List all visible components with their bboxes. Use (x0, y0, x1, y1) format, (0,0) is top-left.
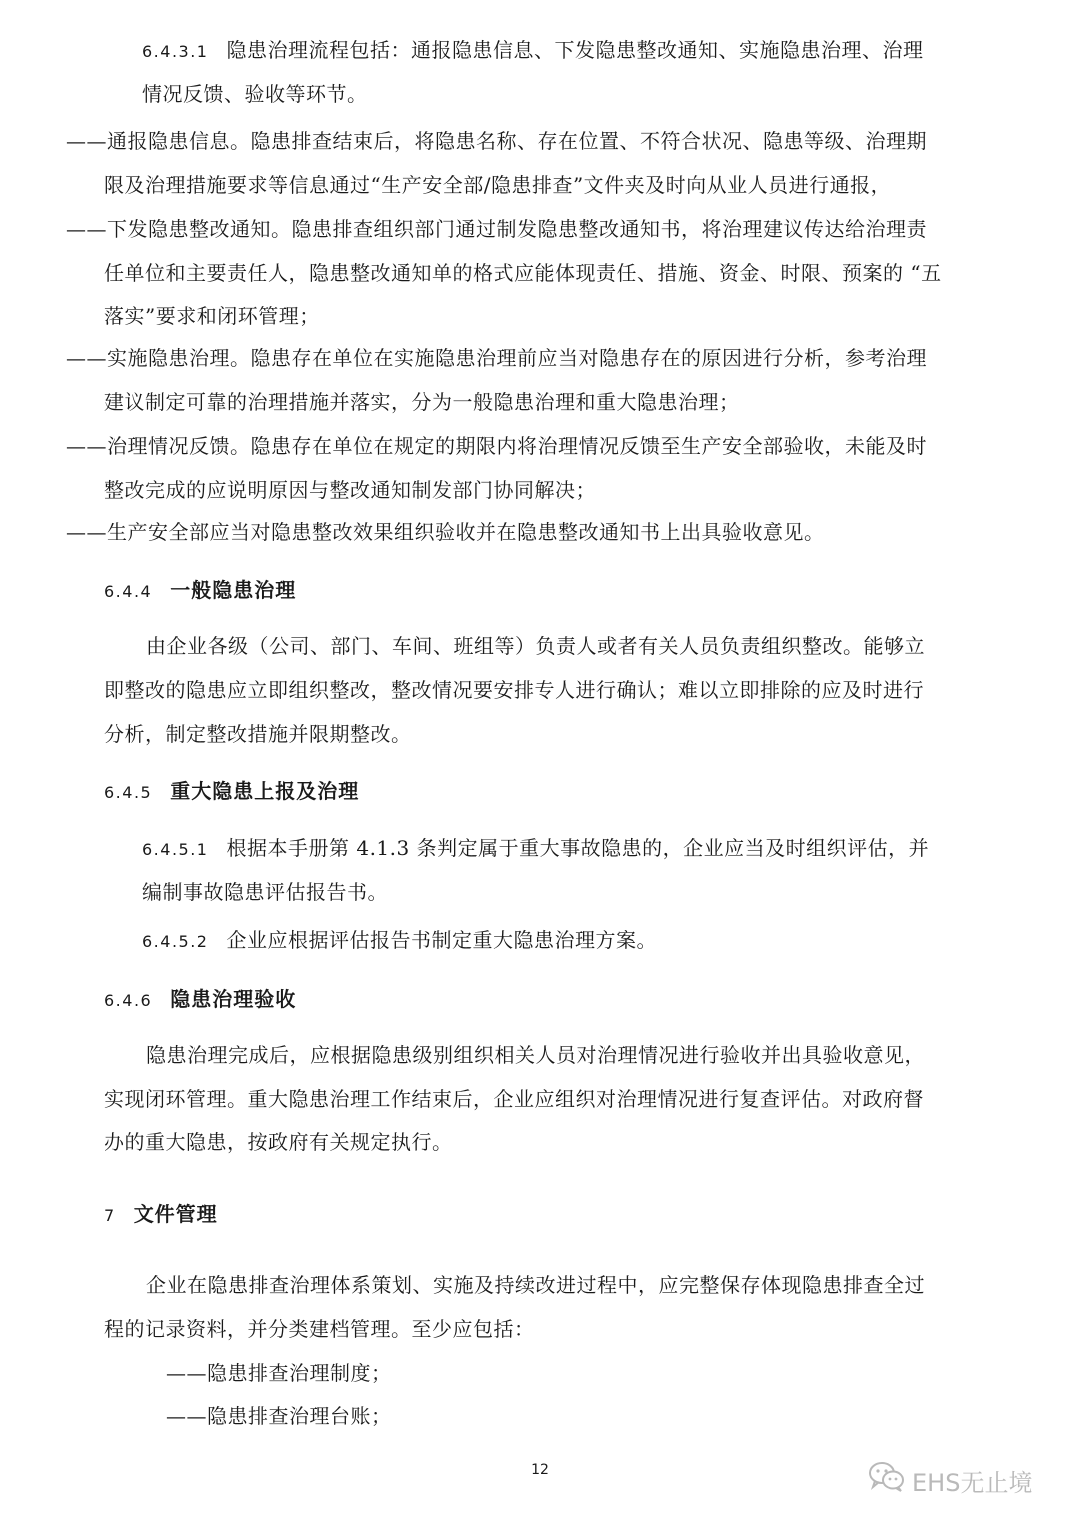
item-issue-line1: ——下发隐患整改通知。隐患排查组织部门通过制发隐患整改通知书，将治理建议传达给治理责 (66, 217, 927, 241)
item-issue-line3: 落实”要求和闭环管理； (104, 304, 320, 328)
clause-text: 根据本手册第 4.1.3 条判定属于重大事故隐患的，企业应当及时组织评估，并 (226, 836, 930, 860)
item-notify-line1: ——通报隐患信息。隐患排查结束后，将隐患名称、存在位置、不符合状况、隐患等级、治理期 (66, 129, 927, 153)
item-issue-line2: 任单位和主要责任人，隐患整改通知单的格式应能体现责任、措施、资金、时限、预案的 “五 (104, 261, 942, 285)
section-title: 重大隐患上报及治理 (170, 779, 360, 803)
section-7-line1: 企业在隐患排查治理体系策划、实施及持续改进过程中，应完整保存体现隐患排查全过 (146, 1273, 925, 1297)
item-implement-line2: 建议制定可靠的治理措施并落实，分为一般隐患治理和重大隐患治理； (104, 390, 740, 414)
clause-6451-line1 (142, 834, 929, 864)
clause-number: 6.4.3.1 (142, 42, 209, 61)
item-implement-line1: ——实施隐患治理。隐患存在单位在实施隐患治理前应当对隐患存在的原因进行分析，参考治理 (66, 346, 927, 370)
clause-text: 隐患治理流程包括：通报隐患信息、下发隐患整改通知、实施隐患治理、治理 (226, 38, 924, 62)
clause-text: 企业应根据评估报告书制定重大隐患治理方案。 (226, 928, 657, 952)
page-number: 12 (531, 1462, 549, 1478)
clause-6431-line1 (142, 36, 923, 66)
section-646-heading (104, 985, 296, 1015)
item-feedback-line1: ——治理情况反馈。隐患存在单位在规定的期限内将治理情况反馈至生产安全部验收，未能及时 (66, 434, 927, 458)
clause-6431-line2: 情况反馈、验收等环节。 (142, 82, 368, 106)
section-7-list-item: ——隐患排查治理制度； (166, 1361, 392, 1385)
section-646-line3: 办的重大隐患，按政府有关规定执行。 (104, 1130, 453, 1154)
item-accept-line1: ——生产安全部应当对隐患整改效果组织验收并在隐患整改通知书上出具验收意见。 (66, 520, 825, 544)
watermark (868, 1462, 1032, 1498)
item-feedback-line2: 整改完成的应说明原因与整改通知制发部门协同解决； (104, 478, 596, 502)
section-644-line2: 即整改的隐患应立即组织整改，整改情况要安排专人进行确认；难以立即排除的应及时进行 (104, 678, 924, 702)
clause-6452-line1 (142, 926, 657, 956)
section-title: 文件管理 (133, 1202, 218, 1226)
section-646-line1: 隐患治理完成后，应根据隐患级别组织相关人员对治理情况进行验收并出具验收意见， (146, 1043, 925, 1067)
section-646-line2: 实现闭环管理。重大隐患治理工作结束后，企业应组织对治理情况进行复查评估。对政府督 (104, 1087, 924, 1111)
section-number: 6.4.4 (104, 582, 153, 601)
wechat-icon (868, 1461, 912, 1499)
section-644-heading (104, 576, 296, 606)
section-number: 7 (104, 1206, 116, 1225)
section-7-list-item: ——隐患排查治理台账； (166, 1404, 392, 1428)
section-7-heading (104, 1200, 218, 1230)
section-number: 6.4.6 (104, 991, 153, 1010)
section-title: 一般隐患治理 (170, 578, 297, 602)
item-notify-line2: 限及治理措施要求等信息通过“生产安全部/隐患排查”文件夹及时向从业人员进行通报， (104, 173, 892, 197)
section-title: 隐患治理验收 (170, 987, 297, 1011)
clause-number: 6.4.5.1 (142, 840, 209, 859)
section-number: 6.4.5 (104, 783, 153, 802)
section-7-line2: 程的记录资料，并分类建档管理。至少应包括： (104, 1317, 535, 1341)
watermark-text: EHS无止境 (912, 1468, 1033, 1497)
clause-number: 6.4.5.2 (142, 932, 209, 951)
section-644-line3: 分析，制定整改措施并限期整改。 (104, 722, 412, 746)
section-645-heading (104, 777, 359, 807)
clause-6451-line2: 编制事故隐患评估报告书。 (142, 880, 388, 904)
section-644-line1: 由企业各级（公司、部门、车间、班组等）负责人或者有关人员负责组织整改。能够立 (146, 634, 925, 658)
